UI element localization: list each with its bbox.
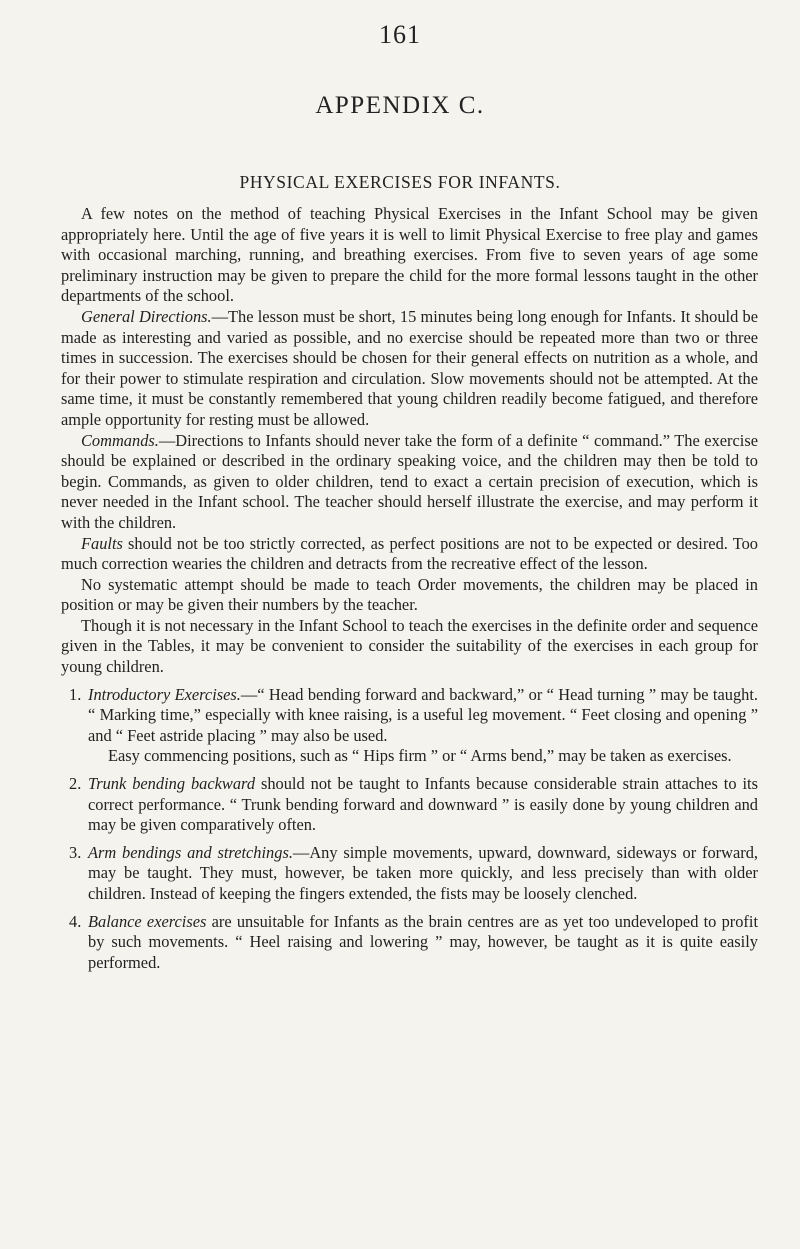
list-item <box>61 843 758 905</box>
item-text: are unsuitable for Infants as the brain centres are as yet too undeveloped to profit by such movements. “ Heel raising and lowering ” may, however, be taught as it is quite easily performed. <box>88 911 758 972</box>
order-paragraph: No systematic attempt should be made to teach Order movements, the children may be placed in position or may be given their numbers by the teacher. <box>61 574 758 615</box>
general-directions-text: —The lesson must be short, 15 minutes being long enough for Infants. It should be made as interesting and varied as possible, and no exercise should be repeated more than two or three times in succession. The exercises should be chosen for their general effects on nutrition as a whole, and for their power to stimulate respiration and circulation. Slow movements should not be attempted. At the same time, it must be constantly remembered that young children readily become fatigued, and therefore ample opportunity for resting must be allowed. <box>61 306 758 429</box>
section-title: PHYSICAL EXERCISES FOR INFANTS. <box>239 172 561 192</box>
item-number: 2. <box>69 774 82 794</box>
tables-paragraph: Though it is not necessary in the Infant School to teach the exercises in the definite order and sequence given in the Tables, it may be convenient to consider the suitability of the exercises in each group for young children. <box>61 615 758 677</box>
commands-heading: Commands. <box>81 430 159 450</box>
faults-paragraph <box>61 534 758 575</box>
item-extra-text: Easy commencing positions, such as “ Hips firm ” or “ Arms bend,” may be taken as exercises. <box>108 746 732 766</box>
item-heading: Arm bendings and stretchings. <box>88 842 293 862</box>
item-text: —Any simple movements, upward, downward, sideways or forward, may be taught. They must, however, be taken more quickly, and less precisely than with older children. Instead of keeping the fingers extended, the fists may be loosely clenched. <box>88 842 758 903</box>
faults-heading: Faults <box>81 533 123 553</box>
faults-text: should not be too strictly corrected, as perfect positions are not to be expected or desired. Too much correction wearies the children and detracts from the recreative effect of the lesson. <box>61 533 758 574</box>
item-text: —“ Head bending forward and backward,” or “ Head turning ” may be taught. “ Marking time,” especially with knee raising, is a useful leg movement. “ Feet closing and opening ” and “ Feet astride placing ” may also be used. <box>88 684 758 745</box>
commands-paragraph <box>61 431 758 534</box>
item-number: 1. <box>69 684 82 704</box>
list-item <box>61 685 758 767</box>
list-item <box>61 774 758 836</box>
item-heading: Introductory Exercises. <box>88 684 241 704</box>
item-number: 4. <box>69 911 82 931</box>
item-text: should not be taught to Infants because considerable strain attaches to its correct performance. “ Trunk bending forward and downward ” is easily done by young children and may be given comparatively often. <box>88 774 758 835</box>
intro-paragraph: A few notes on the method of teaching Physical Exercises in the Infant School may be given appropriately here. Until the age of five years it is well to limit Physical Exercise to free play and games with occasional marching, running, and breathing exercises. From five to seven years of age some preliminary instruction may be given to prepare the child for the more formal lessons taught in the other departments of the school. <box>61 204 758 306</box>
list-item <box>61 912 758 974</box>
general-directions-paragraph <box>61 307 758 431</box>
commands-text: —Directions to Infants should never take the form of a definite “ command.” The exercise should be explained or described in the ordinary speaking voice, and the children may then be told to begin. Commands, as given to older children, tend to exact a certain precision of execution, which is never needed in the Infant school. The teacher should herself illustrate the exercise, and may perform it with the children. <box>61 430 758 532</box>
general-directions-heading: General Directions. <box>81 306 212 326</box>
body-text <box>61 204 758 973</box>
item-heading: Balance exercises <box>88 911 207 931</box>
item-number: 3. <box>69 842 82 862</box>
appendix-title: APPENDIX C. <box>315 92 485 119</box>
item-heading: Trunk bending backward <box>88 774 256 794</box>
page-number: 161 <box>379 20 421 49</box>
